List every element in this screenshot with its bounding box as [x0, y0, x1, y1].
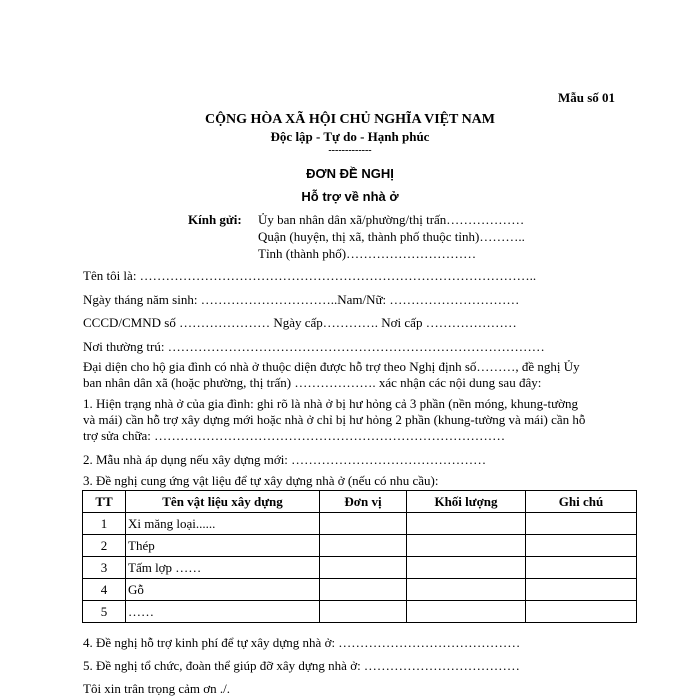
id-field: CCCD/CMND số ………………… Ngày cấp…………. Nơi cấp ………………… [83, 315, 517, 330]
row-number: 1 [83, 513, 126, 535]
material-name: …… [126, 601, 320, 623]
col-header-quantity: Khối lượng [407, 491, 526, 513]
recipient-line: Tỉnh (thành phố)………………………… [258, 246, 477, 261]
material-name: Tấm lợp …… [126, 557, 320, 579]
header-divider: ------------- [328, 145, 372, 156]
name-field: Tên tôi là: ……………………………………………………………………………….. [83, 268, 537, 283]
material-name: Thép [126, 535, 320, 557]
note-cell [526, 579, 637, 601]
item1-line: 1. Hiện trạng nhà ở của gia đình: ghi rõ là nhà ở bị hư hỏng cả 3 phần (nền móng, khung-tường [83, 396, 579, 411]
material-name: Xi măng loại...... [126, 513, 320, 535]
unit-cell [320, 535, 407, 557]
motto: Độc lập - Tự do - Hạnh phúc [270, 129, 430, 144]
intro-line: ban nhân dân xã (hoặc phường, thị trấn) ………………. xác nhận các nội dung sau đây: [83, 375, 542, 390]
table-row [83, 557, 637, 579]
closing-line: Tôi xin trân trọng cảm ơn ./. [83, 681, 230, 696]
intro-line: Đại diện cho hộ gia đình có nhà ở thuộc diện được hỗ trợ theo Nghị định số………, đề nghị Ủy [83, 359, 580, 374]
unit-cell [320, 601, 407, 623]
row-number: 5 [83, 601, 126, 623]
item5: 5. Đề nghị tổ chức, đoàn thể giúp đỡ xây dựng nhà ở: ……………………………… [83, 658, 520, 673]
quantity-cell [407, 557, 526, 579]
row-number: 4 [83, 579, 126, 601]
item2: 2. Mẫu nhà áp dụng nếu xây dựng mới: ……………………………………… [83, 452, 487, 467]
table-row [83, 601, 637, 623]
note-cell [526, 513, 637, 535]
materials-table [82, 490, 637, 623]
quantity-cell [407, 535, 526, 557]
col-header-tt: TT [83, 491, 126, 513]
nation-header: CỘNG HÒA XÃ HỘI CHỦ NGHĨA VIỆT NAM [204, 112, 495, 127]
item1-line: và mái) cần hỗ trợ xây dựng mới hoặc nhà ở chỉ bị hư hỏng 2 phần (khung-tường và mái) cần hỗ [83, 412, 586, 427]
row-number: 2 [83, 535, 126, 557]
page-title: ĐƠN ĐỀ NGHỊ [306, 166, 394, 181]
table-row [83, 535, 637, 557]
note-cell [526, 601, 637, 623]
item1-line: trợ sửa chữa: ……………………………………………………………………… [83, 428, 506, 443]
quantity-cell [407, 601, 526, 623]
unit-cell [320, 513, 407, 535]
recipient-line: Ủy ban nhân dân xã/phường/thị trấn……………… [258, 212, 525, 227]
col-header-note: Ghi chú [526, 491, 637, 513]
quantity-cell [407, 579, 526, 601]
col-header-unit: Đơn vị [320, 491, 407, 513]
recipient-label: Kính gửi: [188, 212, 242, 227]
note-cell [526, 535, 637, 557]
residence-field: Nơi thường trú: …………………………………………………………………………… [83, 339, 545, 354]
form-code: Mẫu số 01 [558, 90, 616, 105]
unit-cell [320, 579, 407, 601]
page-subtitle: Hỗ trợ về nhà ở [301, 189, 399, 204]
unit-cell [320, 557, 407, 579]
table-header-row [83, 491, 637, 513]
table-row [83, 579, 637, 601]
col-header-material: Tên vật liệu xây dựng [126, 491, 320, 513]
table-row [83, 513, 637, 535]
item4: 4. Đề nghị hỗ trợ kinh phí để tự xây dựng nhà ở: …………………………………… [83, 635, 521, 650]
recipient-line: Quận (huyện, thị xã, thành phố thuộc tỉnh)……….. [258, 229, 525, 244]
birth-field: Ngày tháng năm sinh: …………………………..Nam/Nữ: ………………………… [83, 292, 520, 307]
note-cell [526, 557, 637, 579]
item3: 3. Đề nghị cung ứng vật liệu để tự xây dựng nhà ở (nếu có nhu cầu): [83, 473, 439, 488]
quantity-cell [407, 513, 526, 535]
material-name: Gỗ [126, 579, 320, 601]
row-number: 3 [83, 557, 126, 579]
